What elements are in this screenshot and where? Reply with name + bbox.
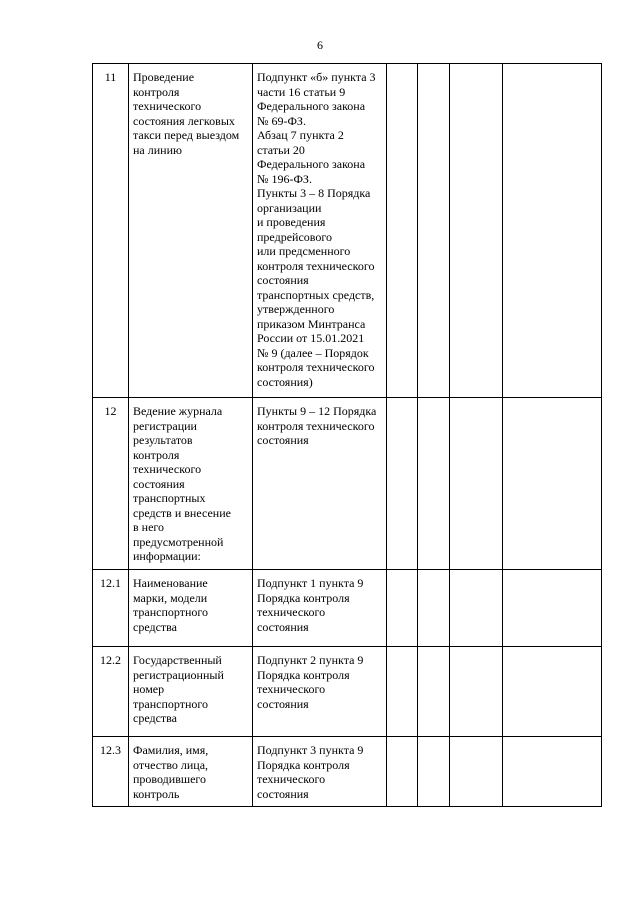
legal-reference-line: технического	[257, 682, 326, 696]
requirement-line: такси перед выездом	[133, 128, 240, 142]
answer-cell-na[interactable]	[450, 64, 503, 398]
note-cell[interactable]	[503, 570, 602, 647]
requirement-line: марки, модели	[133, 590, 208, 605]
answer-cell-na[interactable]	[450, 647, 503, 737]
answer-cell-no[interactable]	[418, 398, 450, 570]
requirement-line: номер	[133, 682, 165, 696]
answer-cell-no[interactable]	[418, 647, 450, 737]
requirement-line: Фамилия, имя,	[133, 743, 209, 757]
legal-reference-cell	[253, 398, 387, 570]
answer-cell-na[interactable]	[450, 570, 503, 647]
legal-reference-line: части 16 статьи 9	[257, 84, 346, 99]
legal-reference-line: состояния	[257, 433, 309, 447]
row-number: 11	[93, 64, 129, 398]
legal-reference-line: технического	[257, 605, 326, 619]
table-row	[93, 398, 602, 570]
requirement-line: контроль	[133, 786, 180, 801]
legal-reference-line: Федерального закона	[257, 99, 366, 113]
requirement-cell	[129, 647, 253, 737]
requirement-cell	[129, 737, 253, 807]
requirement-cell	[129, 64, 253, 398]
answer-cell-no[interactable]	[418, 737, 450, 807]
requirement-line: Ведение журнала	[133, 404, 223, 418]
legal-reference-line: Подпункт «б» пункта 3	[257, 70, 376, 84]
requirement-line: средств и внесение	[133, 505, 231, 520]
legal-reference-line: состояния	[257, 273, 309, 287]
requirement-line: контроля	[133, 447, 180, 462]
requirement-line: транспортных	[133, 491, 206, 505]
legal-reference-line: Пункты 9 – 12 Порядка	[257, 404, 377, 418]
requirement-line: в него	[133, 520, 165, 534]
requirement-line: Наименование	[133, 576, 208, 590]
requirement-line: Проведение	[133, 70, 195, 84]
table-row	[93, 570, 602, 647]
requirement-line: технического	[133, 462, 202, 476]
legal-reference-line: состояния	[257, 696, 309, 711]
note-cell[interactable]	[503, 737, 602, 807]
checklist-table	[92, 63, 602, 807]
requirement-cell	[129, 570, 253, 647]
requirement-line: отчество лица,	[133, 757, 209, 772]
legal-reference-line: контроля технического	[257, 258, 375, 273]
note-cell[interactable]	[503, 647, 602, 737]
legal-reference-line: предрейсового	[257, 229, 332, 244]
answer-cell-yes[interactable]	[387, 64, 418, 398]
table-row	[93, 737, 602, 807]
requirement-line: информации:	[133, 549, 201, 563]
legal-reference-line: утвержденного	[257, 302, 335, 316]
legal-reference-line: контроля технического	[257, 418, 375, 433]
legal-reference-line: состояния)	[257, 374, 313, 389]
answer-cell-yes[interactable]	[387, 647, 418, 737]
legal-reference-line: технического	[257, 772, 326, 786]
legal-reference-line: № 196-ФЗ.	[257, 171, 312, 186]
legal-reference-line: № 69-ФЗ.	[257, 113, 306, 128]
note-cell[interactable]	[503, 64, 602, 398]
legal-reference-line: Федерального закона	[257, 157, 366, 171]
requirement-line: средства	[133, 711, 178, 725]
legal-reference-line: № 9 (далее – Порядок	[257, 345, 369, 360]
requirement-line: результатов	[133, 433, 193, 447]
row-number: 12.2	[93, 647, 129, 737]
table-row	[93, 647, 602, 737]
answer-cell-na[interactable]	[450, 737, 503, 807]
legal-reference-cell	[253, 737, 387, 807]
legal-reference-cell	[253, 570, 387, 647]
row-number: 12.1	[93, 570, 129, 647]
requirement-cell	[129, 398, 253, 570]
answer-cell-yes[interactable]	[387, 398, 418, 570]
answer-cell-yes[interactable]	[387, 737, 418, 807]
legal-reference-line: Пункты 3 – 8 Порядка	[257, 186, 371, 200]
legal-reference-line: России от 15.01.2021	[257, 331, 365, 345]
requirement-line: средства	[133, 619, 178, 634]
legal-reference-cell	[253, 64, 387, 398]
legal-reference-line: статьи 20	[257, 142, 305, 157]
requirement-line: состояния	[133, 476, 185, 491]
row-number: 12	[93, 398, 129, 570]
requirement-line: транспортного	[133, 605, 209, 619]
legal-reference-line: транспортных средств,	[257, 287, 375, 302]
page-number: 6	[317, 38, 323, 52]
table-row	[93, 64, 602, 398]
legal-reference-line: Подпункт 3 пункта 9	[257, 743, 364, 757]
legal-reference-line: Порядка контроля	[257, 667, 350, 682]
answer-cell-yes[interactable]	[387, 570, 418, 647]
legal-reference-line: и проведения	[257, 215, 326, 229]
requirement-line: транспортного	[133, 696, 209, 711]
legal-reference-line: организации	[257, 200, 322, 215]
legal-reference-line: состояния	[257, 619, 309, 634]
requirement-line: состояния легковых	[133, 113, 235, 128]
row-number: 12.3	[93, 737, 129, 807]
requirement-line: регистрации	[133, 418, 197, 433]
requirement-line: Государственный	[133, 653, 222, 667]
answer-cell-na[interactable]	[450, 398, 503, 570]
legal-reference-line: контроля технического	[257, 360, 375, 374]
requirement-line: технического	[133, 99, 202, 113]
requirement-line: регистрационный	[133, 667, 224, 682]
legal-reference-line: приказом Минтранса	[257, 316, 366, 331]
answer-cell-no[interactable]	[418, 570, 450, 647]
requirement-line: проводившего	[133, 772, 207, 786]
legal-reference-line: состояния	[257, 786, 309, 801]
answer-cell-no[interactable]	[418, 64, 450, 398]
legal-reference-line: Порядка контроля	[257, 757, 350, 772]
legal-reference-line: Абзац 7 пункта 2	[257, 128, 344, 142]
legal-reference-line: Подпункт 2 пункта 9	[257, 653, 364, 667]
legal-reference-line: Порядка контроля	[257, 590, 350, 605]
requirement-line: предусмотренной	[133, 534, 224, 549]
requirement-line: контроля	[133, 84, 180, 99]
legal-reference-line: или предсменного	[257, 244, 351, 258]
requirement-line: на линию	[133, 142, 182, 157]
note-cell[interactable]	[503, 398, 602, 570]
legal-reference-cell	[253, 647, 387, 737]
legal-reference-line: Подпункт 1 пункта 9	[257, 576, 364, 590]
